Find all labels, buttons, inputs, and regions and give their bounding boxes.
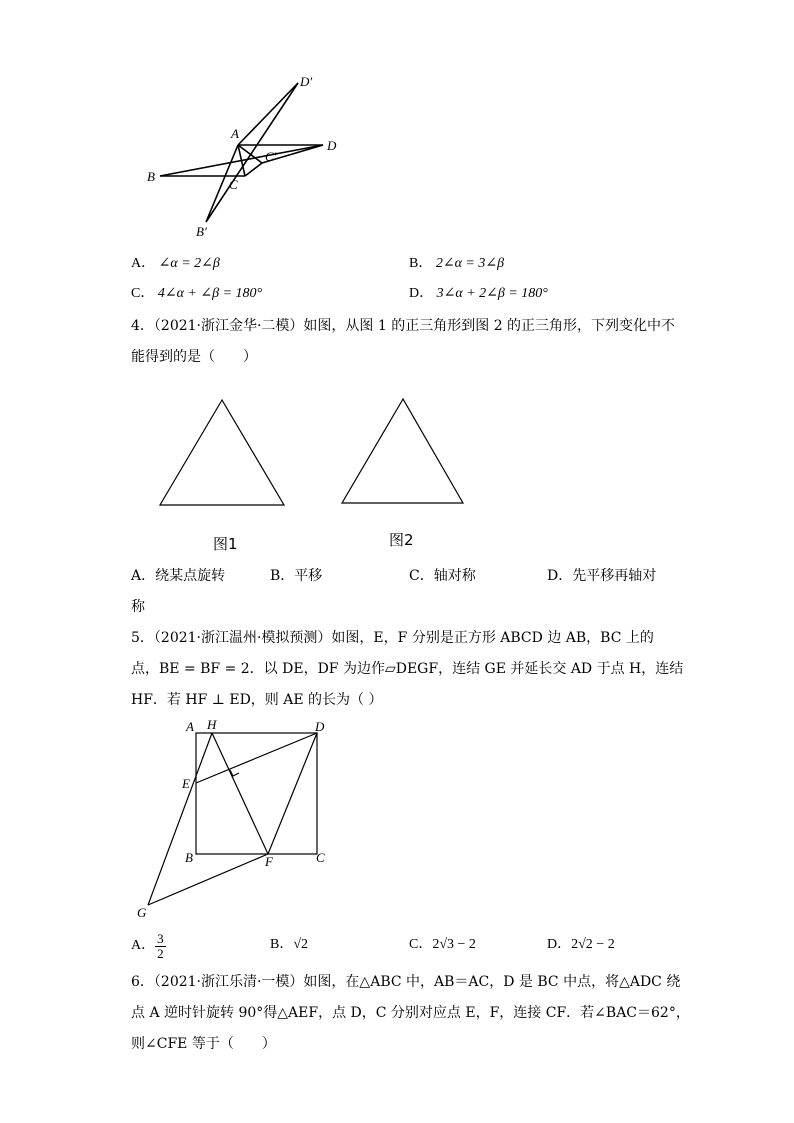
- q5-stem-line3: HF．若 HF ⊥ ED，则 AE 的长为（ ）: [131, 692, 383, 708]
- q5-segment-DF: [268, 733, 317, 854]
- q3-option-c-letter: C．: [131, 286, 155, 301]
- q5-option-c-text: 2√3 − 2: [432, 937, 476, 952]
- q3-option-a-text: ∠α = 2∠β: [158, 256, 220, 271]
- q3-option-d-letter: D．: [409, 286, 434, 301]
- q3-label-Bprime: B′: [196, 224, 207, 239]
- q5-option-a: [131, 928, 166, 964]
- q5-option-c: [409, 935, 476, 955]
- q3-label-B: B: [147, 169, 155, 184]
- q5-option-b: [270, 935, 308, 955]
- q5-option-c-letter: C．: [409, 937, 433, 952]
- q5-option-a-numerator: 3: [157, 930, 164, 946]
- q3-label-C: C: [229, 177, 238, 192]
- q5-segment-GH: [148, 733, 212, 905]
- q4-option-a-letter: A．: [131, 568, 156, 584]
- q4-option-a-text: 绕某点旋转: [155, 568, 226, 584]
- q3-label-Dprime: D′: [300, 74, 313, 89]
- q3-option-b-text: 2∠α = 3∠β: [435, 256, 505, 271]
- q6-stem-line2: 点 A 逆时针旋转 90°得△AEF，点 D，C 分别对应点 E，F，连接 CF．若∠BAC＝62°，: [131, 1005, 690, 1021]
- q5-option-a-denominator: 2: [157, 945, 164, 961]
- q5-option-a-fraction: [155, 932, 166, 961]
- q5-segment-GF: [148, 854, 268, 905]
- q5-label-A: A: [186, 719, 194, 734]
- q5-label-D: D: [315, 719, 325, 734]
- q5-segment-ED: [196, 733, 317, 783]
- q4-option-d-letter: D．: [547, 568, 573, 584]
- q4-option-b-text: 平移: [294, 568, 323, 584]
- q6-stem-line1: 6．（2021·浙江乐清·一模）如图，在△ABC 中，AB＝AC，D 是 BC 中点，将△ADC 绕: [131, 974, 681, 990]
- q4-option-c-text: 轴对称: [433, 568, 476, 584]
- q3-option-a-letter: A．: [131, 256, 156, 271]
- q5-label-C: C: [316, 850, 325, 865]
- q4-option-c-letter: C．: [409, 568, 434, 584]
- q4-option-d-wrap: 称: [131, 599, 145, 615]
- q4-stem-line2: 能得到的是（ ）: [131, 349, 257, 365]
- q5-label-B: B: [185, 850, 193, 865]
- q3-option-c-text: 4∠α + ∠β = 180°: [157, 286, 263, 301]
- q5-option-d-letter: D．: [547, 937, 572, 952]
- q6-stem-line3: 则∠CFE 等于（ ）: [131, 1036, 276, 1052]
- q5-stem-line2: 点，BE = BF = 2．以 DE，DF 为边作▱DEGF，连结 GE 并延长交 AD 于点 H，连结: [131, 661, 684, 677]
- q5-label-F: F: [265, 854, 273, 869]
- q5-option-d-text: 2√2 − 2: [571, 937, 615, 952]
- q5-label-H: H: [207, 717, 217, 732]
- q5-label-E: E: [182, 776, 190, 791]
- q5-option-a-letter: A．: [131, 938, 156, 953]
- q3-label-D: D: [327, 138, 337, 153]
- q3-option-d-text: 3∠α + 2∠β = 180°: [436, 286, 548, 301]
- q5-stem-line1: 5．（2021·浙江温州·模拟预测）如图，E，F 分别是正方形 ABCD 边 AB，BC 上的: [131, 630, 654, 646]
- q5-option-b-text: √2: [293, 937, 309, 952]
- q4-option-d-text: 先平移再轴对: [572, 568, 657, 584]
- q5-square-ABCD: [196, 733, 317, 854]
- q5-option-b-letter: B．: [270, 937, 294, 952]
- q3-label-Cprime: C′: [265, 149, 277, 164]
- q5-option-d: [547, 935, 615, 955]
- q3-label-A: A: [231, 126, 239, 141]
- q4-stem-line1: 4．（2021·浙江金华·二模）如图，从图 1 的正三角形到图 2 的正三角形，下列变化中不: [131, 318, 676, 334]
- q4-fig2-caption: 图2: [389, 531, 414, 549]
- q5-segment-HF: [212, 733, 268, 854]
- q3-option-b-letter: B．: [409, 256, 433, 271]
- q4-fig1-caption: 图1: [213, 535, 238, 553]
- q4-option-b-letter: B．: [270, 568, 295, 584]
- q5-label-G: G: [137, 905, 147, 920]
